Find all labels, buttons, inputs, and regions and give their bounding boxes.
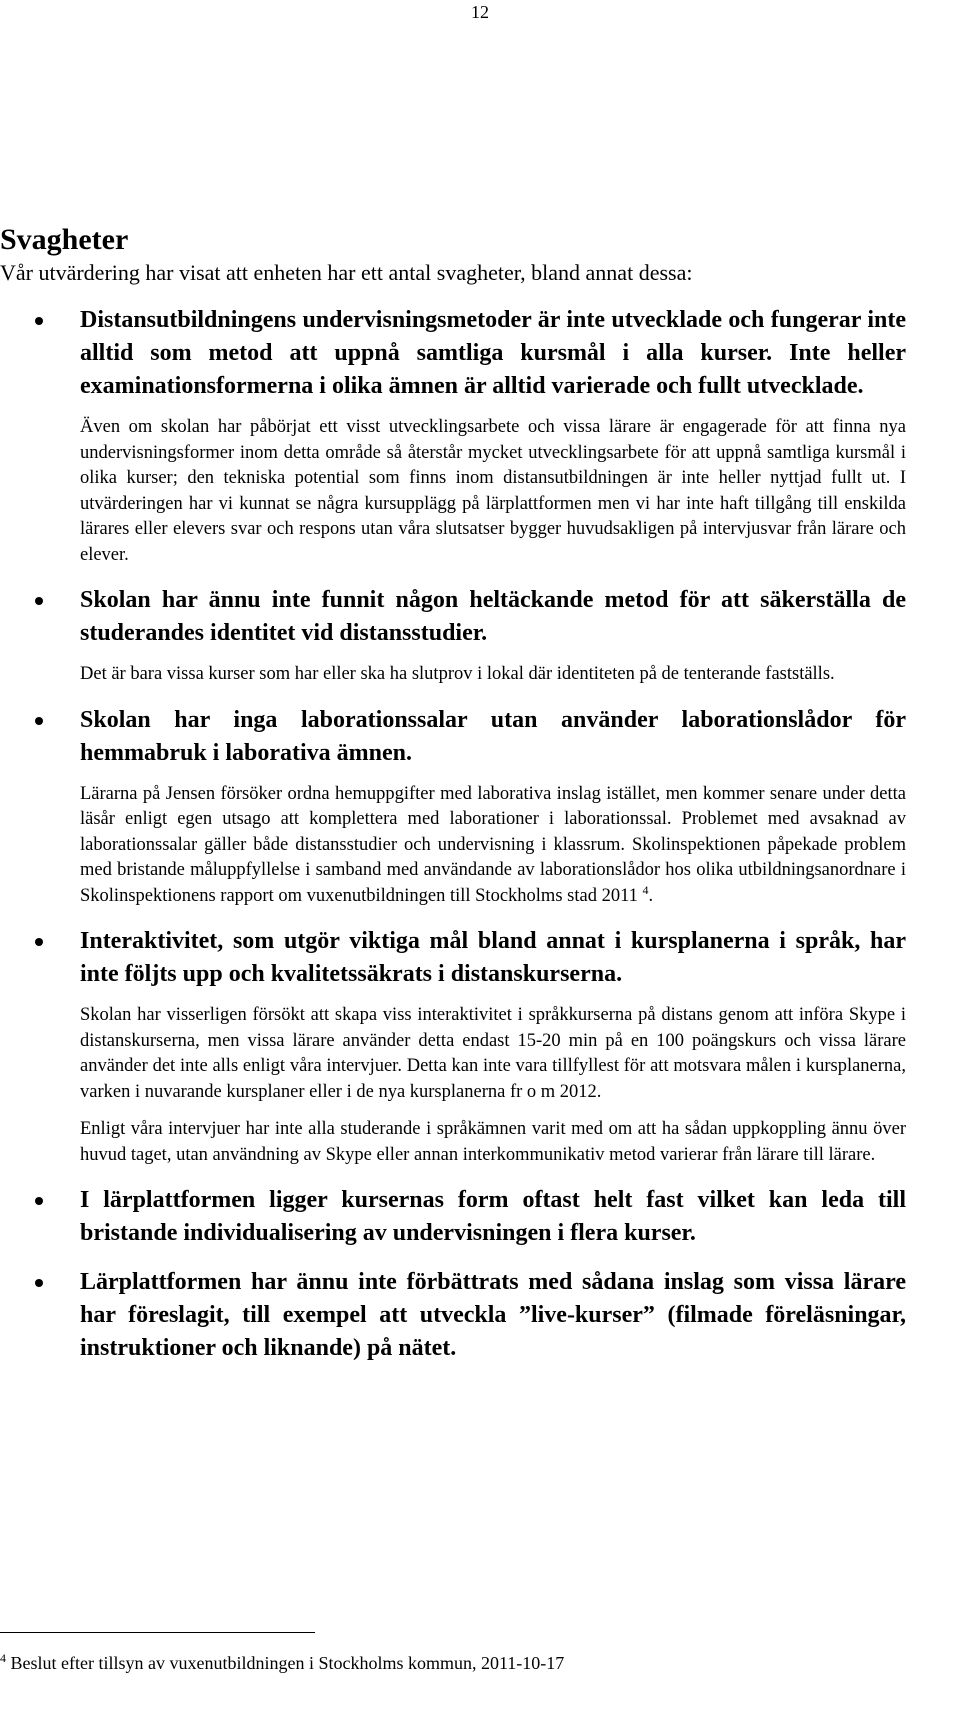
document-body: [0, 222, 906, 1365]
footnote-number: 4: [0, 1651, 6, 1665]
bullet-item: [0, 1184, 906, 1250]
bullet-title: Skolan har ännu inte funnit någon heltäckande metod för att säkerställa de studerandes identitet vid distansstudier.: [80, 587, 906, 646]
bullet-item: [0, 1266, 906, 1365]
bullet-title: Distansutbildningens undervisningsmetoder är inte utvecklade och fungerar inte alltid som metod att uppnå samtliga kursmål i alla kurser. Inte heller examinationsformerna i olika ämnen är alltid varierade och fullt utvecklade.: [80, 307, 906, 399]
bullet-item: [0, 304, 906, 403]
paragraph-text: Lärarna på Jensen försöker ordna hemuppgifter med laborativa inslag istället, men kommer senare under detta läsår enligt egen utsago att komplettera med laborationer i laborationssal. Problemet med avsaknad av laborationssalar gäller både distansstudier och undervisning i klassrum. Skolinspektionen påpekade problem med bristande måluppfyllelse i samband med användande av laborationslådor hos olika utbildningsanordnare i Skolinspektionens rapport om vuxenutbildningen till Stockholms stad 2011: [80, 783, 906, 906]
footnote: [0, 1650, 564, 1676]
bullet-item: [0, 704, 906, 770]
body-paragraph: [80, 662, 906, 688]
footnote-reference[interactable]: 4: [642, 882, 649, 897]
page-number: 12: [471, 2, 489, 22]
body-paragraph: [80, 1003, 906, 1105]
section-heading: Svagheter: [0, 223, 129, 256]
bullet-item: [0, 925, 906, 991]
bullet-dot: [0, 704, 80, 770]
body-paragraph: [80, 1117, 906, 1168]
paragraph-text: Skolan har visserligen försökt att skapa viss interaktivitet i språkkurserna på distans genom att införa Skype i distanskurserna, men vissa lärare använder detta endast 15-20 min på en 100 poängskurs och vissa lärare använder det inte alls enligt våra intervjuer. Detta kan inte vara tillfyllest för att motsvara målen i kursplanerna, varken i nuvarande kursplaner eller i de nya kursplanerna fr o m 2012.: [80, 1005, 906, 1102]
bullet-title: Skolan har inga laborationssalar utan använder laborationslådor för hemmabruk i laborativa ämnen.: [80, 706, 906, 766]
footnote-text: Beslut efter tillsyn av vuxenutbildningen i Stockholms kommun, 2011-10-17: [10, 1653, 565, 1673]
bullet-title: Lärplattformen har ännu inte förbättrats med sådana inslag som vissa lärare har föreslagit, till exempel att utveckla ”live-kurser” (filmade föreläsningar, instruktioner och liknande) på nätet.: [80, 1269, 906, 1361]
bullet-dot: [0, 584, 80, 650]
paragraph-text: Det är bara vissa kurser som har eller ska ha slutprov i lokal där identiteten på de tenterande fastställs.: [80, 664, 835, 684]
body-paragraph: [80, 782, 906, 910]
weakness-list: [0, 304, 906, 1365]
paragraph-end: .: [648, 885, 654, 906]
bullet-dot: [0, 1266, 80, 1365]
body-paragraph: [80, 415, 906, 568]
bullet-dot: [0, 925, 80, 991]
bullet-title: Interaktivitet, som utgör viktiga mål bland annat i kursplanerna i språk, har inte följts upp och kvalitetssäkrats i distanskurserna.: [80, 928, 906, 987]
bullet-dot: [0, 1184, 80, 1250]
intro-text: Vår utvärdering har visat att enheten har ett antal svagheter, bland annat dessa:: [0, 260, 693, 285]
bullet-title: I lärplattformen ligger kursernas form oftast helt fast vilket kan leda till bristande individualisering av undervisningen i flera kurser.: [80, 1187, 906, 1246]
paragraph-text: Även om skolan har påbörjat ett visst utvecklingsarbete och vissa lärare är engagerade för att finna nya undervisningsformer inom detta område så återstår mycket utvecklingsarbete för att uppnå samtliga kursmål i olika kurser; den tekniska potential som finns inom distansutbildningen är inte heller nyttjad fullt ut. I utvärderingen har vi kunnat se några kursupplägg på lärplattformen men vi har inte haft tillgång till enskilda lärares eller elevers svar och respons utan våra slutsatser bygger huvudsakligen på intervjusvar från lärare och elever.: [80, 417, 906, 565]
paragraph-text: Enligt våra intervjuer har inte alla studerande i språkämnen varit med om att ha sådan uppkoppling ännu över huvud taget, utan användning av Skype eller annan interkommunikativ metod varierar från lärare till lärare.: [80, 1119, 906, 1165]
footnote-divider: [0, 1632, 315, 1633]
bullet-dot: [0, 304, 80, 403]
bullet-item: [0, 584, 906, 650]
